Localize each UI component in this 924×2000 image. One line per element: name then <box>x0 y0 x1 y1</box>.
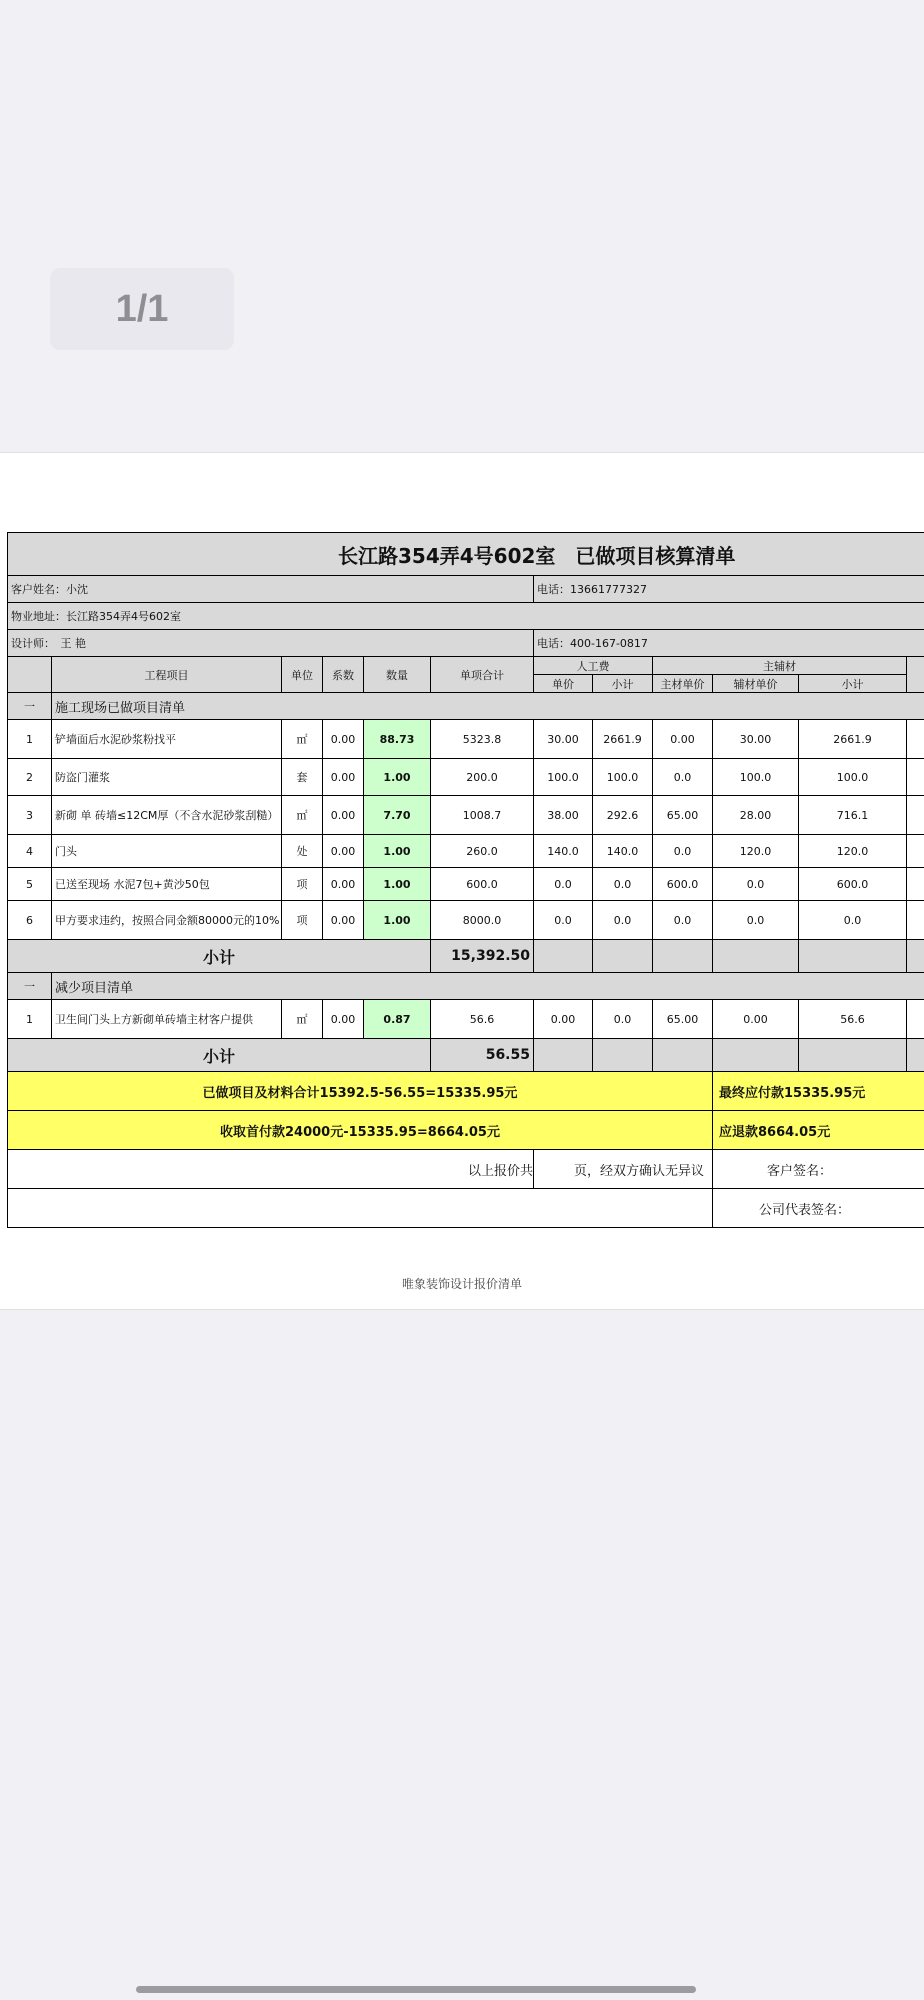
header-extra <box>907 657 924 693</box>
row-item: 门头 <box>52 835 282 868</box>
quote-table <box>7 532 924 1228</box>
page-indicator: 1/1 <box>50 268 234 350</box>
row-extra <box>907 759 924 796</box>
row-main-price: 0.0 <box>653 901 713 940</box>
row-extra <box>907 720 924 759</box>
blank-cell <box>799 940 907 973</box>
row-coef: 0.00 <box>323 901 364 940</box>
row-total: 1008.7 <box>431 796 534 835</box>
header-aux-price: 辅材单价 <box>713 675 799 693</box>
blank-cell <box>907 1039 924 1072</box>
row-qty: 1.00 <box>364 835 431 868</box>
header-material: 主辅材 <box>653 657 907 675</box>
table-row <box>8 868 924 901</box>
table-row <box>8 835 924 868</box>
header-item: 工程项目 <box>52 657 282 693</box>
summary-refund: 应退款8664.05元 <box>713 1111 924 1150</box>
subtotal-value: 15,392.50 <box>431 940 534 973</box>
row-main-price: 65.00 <box>653 1000 713 1039</box>
row-aux-price: 28.00 <box>713 796 799 835</box>
row-main-price: 0.0 <box>653 835 713 868</box>
row-coef: 0.00 <box>323 796 364 835</box>
header-main-price: 主材单价 <box>653 675 713 693</box>
row-mat-sub: 2661.9 <box>799 720 907 759</box>
row-qty: 88.73 <box>364 720 431 759</box>
row-labor-sub: 0.0 <box>593 1000 653 1039</box>
subtotal-label: 小计 <box>8 940 431 973</box>
row-total: 200.0 <box>431 759 534 796</box>
summary-final-payment: 最终应付款15335.95元 <box>713 1072 924 1111</box>
row-labor-price: 38.00 <box>534 796 593 835</box>
customer-name: 客户姓名：小沈 <box>8 576 534 603</box>
row-no: 6 <box>8 901 52 940</box>
row-labor-sub: 292.6 <box>593 796 653 835</box>
table-row <box>8 720 924 759</box>
section2-num: 一 <box>8 973 52 1000</box>
table-row <box>8 901 924 940</box>
row-extra <box>907 835 924 868</box>
quote-total-text: 以上报价共 <box>8 1150 534 1189</box>
row-no: 4 <box>8 835 52 868</box>
blank-cell <box>907 940 924 973</box>
row-mat-sub: 0.0 <box>799 901 907 940</box>
designer-phone: 电话：400-167-0817 <box>534 630 924 657</box>
table-row <box>8 759 924 796</box>
customer-signature: 客户签名： <box>713 1150 924 1189</box>
row-labor-price: 100.0 <box>534 759 593 796</box>
row-coef: 0.00 <box>323 759 364 796</box>
header-labor-sub: 小计 <box>593 675 653 693</box>
blank-cell <box>653 940 713 973</box>
property-address: 物业地址：长江路354弄4号602室 <box>8 603 924 630</box>
row-labor-price: 30.00 <box>534 720 593 759</box>
row-mat-sub: 100.0 <box>799 759 907 796</box>
row-qty: 1.00 <box>364 868 431 901</box>
section2-title: 减少项目清单 <box>52 973 924 1000</box>
row-labor-sub: 140.0 <box>593 835 653 868</box>
row-unit: ㎡ <box>282 720 323 759</box>
row-labor-sub: 0.0 <box>593 901 653 940</box>
row-main-price: 0.00 <box>653 720 713 759</box>
row-qty: 7.70 <box>364 796 431 835</box>
row-unit: ㎡ <box>282 796 323 835</box>
row-qty: 1.00 <box>364 759 431 796</box>
row-main-price: 0.0 <box>653 759 713 796</box>
header-unit: 单位 <box>282 657 323 693</box>
row-unit: 项 <box>282 868 323 901</box>
row-aux-price: 120.0 <box>713 835 799 868</box>
row-qty: 0.87 <box>364 1000 431 1039</box>
blank-cell <box>713 940 799 973</box>
blank-cell <box>799 1039 907 1072</box>
row-item: 防盗门灌浆 <box>52 759 282 796</box>
row-no: 2 <box>8 759 52 796</box>
row-total: 260.0 <box>431 835 534 868</box>
section1-num: 一 <box>8 693 52 720</box>
row-unit: 套 <box>282 759 323 796</box>
customer-phone: 电话：13661777327 <box>534 576 924 603</box>
section1-title: 施工现场已做项目清单 <box>52 693 924 720</box>
row-extra <box>907 901 924 940</box>
row-total: 8000.0 <box>431 901 534 940</box>
table-row <box>8 796 924 835</box>
row-mat-sub: 716.1 <box>799 796 907 835</box>
row-labor-sub: 2661.9 <box>593 720 653 759</box>
home-indicator[interactable] <box>136 1986 696 1993</box>
row-item: 已送至现场 水泥7包+黄沙50包 <box>52 868 282 901</box>
signature-blank <box>8 1189 713 1228</box>
row-item: 甲方要求违约，按照合同金额80000元的10% <box>52 901 282 940</box>
row-total: 600.0 <box>431 868 534 901</box>
row-mat-sub: 600.0 <box>799 868 907 901</box>
header-blank <box>8 657 52 693</box>
row-main-price: 600.0 <box>653 868 713 901</box>
row-aux-price: 0.0 <box>713 868 799 901</box>
row-coef: 0.00 <box>323 1000 364 1039</box>
table-row <box>8 1000 924 1039</box>
row-unit: 处 <box>282 835 323 868</box>
summary-deposit: 收取首付款24000元-15335.95=8664.05元 <box>8 1111 713 1150</box>
row-extra <box>907 796 924 835</box>
company-signature: 公司代表签名： <box>713 1189 924 1228</box>
row-coef: 0.00 <box>323 868 364 901</box>
row-labor-price: 0.00 <box>534 1000 593 1039</box>
row-coef: 0.00 <box>323 835 364 868</box>
quote-sheet <box>0 452 924 1310</box>
summary-total: 已做项目及材料合计15392.5-56.55=15335.95元 <box>8 1072 713 1111</box>
row-no: 5 <box>8 868 52 901</box>
row-mat-sub: 120.0 <box>799 835 907 868</box>
row-unit: ㎡ <box>282 1000 323 1039</box>
row-aux-price: 100.0 <box>713 759 799 796</box>
row-coef: 0.00 <box>323 720 364 759</box>
header-qty: 数量 <box>364 657 431 693</box>
row-item: 卫生间门头上方新砌单砖墙主材客户提供 <box>52 1000 282 1039</box>
blank-cell <box>593 1039 653 1072</box>
blank-cell <box>534 1039 593 1072</box>
pages-confirm-text: 页，经双方确认无异议 <box>534 1150 713 1189</box>
row-mat-sub: 56.6 <box>799 1000 907 1039</box>
designer-name: 设计师： 王 艳 <box>8 630 534 657</box>
subtotal-value: 56.55 <box>431 1039 534 1072</box>
row-no: 1 <box>8 720 52 759</box>
row-extra <box>907 1000 924 1039</box>
blank-cell <box>653 1039 713 1072</box>
subtotal-label: 小计 <box>8 1039 431 1072</box>
row-labor-price: 0.0 <box>534 901 593 940</box>
row-aux-price: 30.00 <box>713 720 799 759</box>
header-labor: 人工费 <box>534 657 653 675</box>
row-qty: 1.00 <box>364 901 431 940</box>
row-aux-price: 0.00 <box>713 1000 799 1039</box>
subtotal-row <box>8 940 924 973</box>
blank-cell <box>593 940 653 973</box>
row-item: 新砌 单 砖墙≤12CM厚（不含水泥砂浆刮糙） <box>52 796 282 835</box>
subtotal-row <box>8 1039 924 1072</box>
header-labor-price: 单价 <box>534 675 593 693</box>
sheet-title: 长江路354弄4号602室 已做项目核算清单 <box>8 533 924 576</box>
row-item: 铲墙面后水泥砂浆粉找平 <box>52 720 282 759</box>
header-coef: 系数 <box>323 657 364 693</box>
header-mat-sub: 小计 <box>799 675 907 693</box>
blank-cell <box>713 1039 799 1072</box>
row-main-price: 65.00 <box>653 796 713 835</box>
row-labor-sub: 0.0 <box>593 868 653 901</box>
row-labor-price: 140.0 <box>534 835 593 868</box>
blank-cell <box>534 940 593 973</box>
quote-table-wrapper <box>7 532 924 1228</box>
row-no: 3 <box>8 796 52 835</box>
row-total: 56.6 <box>431 1000 534 1039</box>
row-labor-price: 0.0 <box>534 868 593 901</box>
row-extra <box>907 868 924 901</box>
row-aux-price: 0.0 <box>713 901 799 940</box>
header-total: 单项合计 <box>431 657 534 693</box>
row-total: 5323.8 <box>431 720 534 759</box>
row-no: 1 <box>8 1000 52 1039</box>
footer-text: 唯象装饰设计报价清单 <box>401 1277 522 1291</box>
row-labor-sub: 100.0 <box>593 759 653 796</box>
row-unit: 项 <box>282 901 323 940</box>
